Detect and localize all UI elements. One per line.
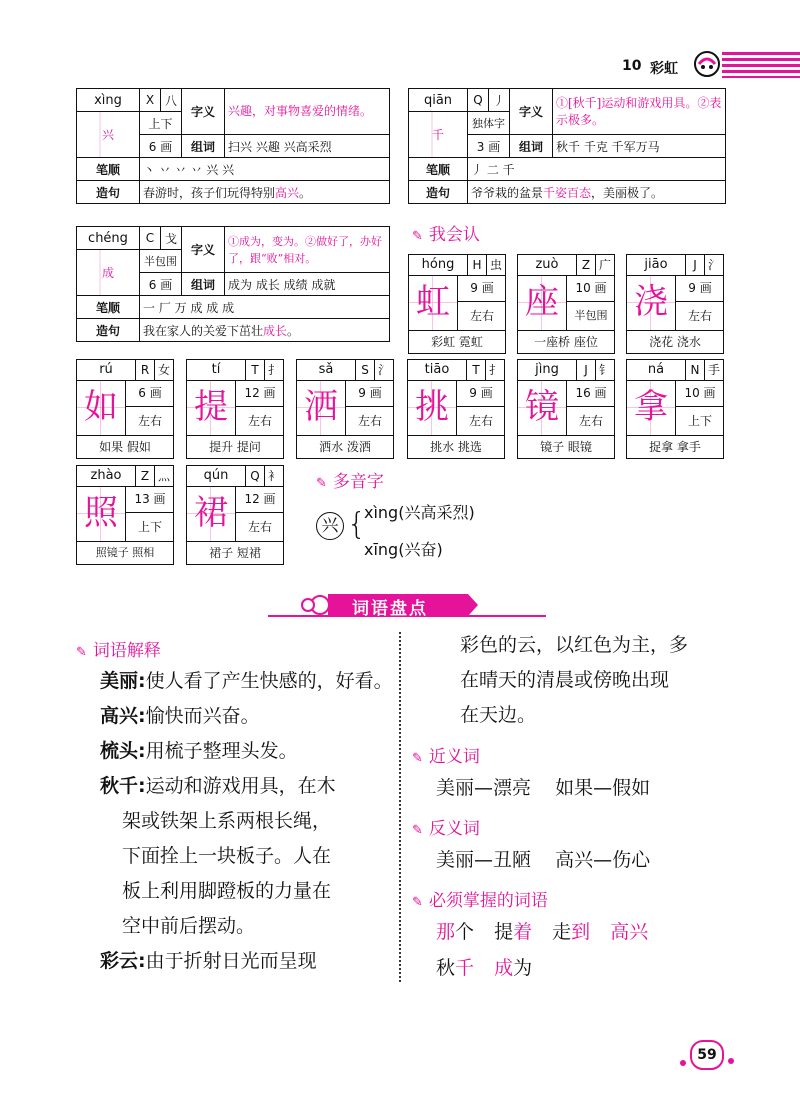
radical: 灬	[154, 466, 173, 486]
pencil-icon: ✎	[412, 895, 423, 910]
character: 洒	[297, 380, 345, 435]
words: 彩虹 霓虹	[408, 330, 506, 354]
stroke-order: 丶 丷 丷 丷 兴 兴	[140, 158, 390, 181]
character: 拿	[627, 380, 675, 435]
strokes: 12 画	[235, 380, 284, 407]
section-must-know: ✎ 必须掌握的词语	[412, 891, 548, 911]
pinyin: hóng	[421, 257, 455, 272]
meaning: ①[秋千]运动和游戏用具。②表示极多。	[553, 89, 726, 135]
meaning: 兴趣，对事物喜爱的情绪。	[225, 89, 390, 135]
pinyin: tiāo	[424, 362, 450, 377]
words: 镜子 眼镜	[517, 435, 615, 459]
radical: 女	[154, 360, 173, 380]
meaning-label: 字义	[182, 227, 225, 273]
sentence-label: 造句	[77, 319, 140, 342]
words: 挑水 挑选	[407, 435, 505, 459]
list-item: 彩云:由于折射日光而呈现	[100, 950, 317, 972]
small-card	[76, 359, 174, 457]
header-decoration	[722, 52, 800, 78]
structure: 左右	[675, 302, 724, 330]
strokes: 16 画	[566, 380, 615, 407]
polyphone-char: 兴	[316, 512, 344, 540]
radical-letter: J	[685, 255, 704, 275]
radical-letter: Q	[468, 89, 489, 112]
section-polyphone: ✎ 多音字	[316, 472, 384, 492]
list-item: 美丽:使人看了产生快感的，好看。	[100, 670, 393, 692]
radical: 钅	[595, 360, 614, 380]
meaning-label: 字义	[510, 89, 553, 135]
strokes: 9 画	[457, 275, 506, 302]
order-label: 笔顺	[77, 296, 140, 319]
words: 成为 成长 成绩 成就	[225, 273, 390, 296]
words: 浇花 浇水	[626, 330, 724, 354]
strokes: 9 画	[456, 380, 505, 407]
list-item: 高兴:愉快而兴奋。	[100, 705, 260, 727]
radical: 衤	[264, 466, 283, 486]
word-explain-list	[100, 664, 396, 979]
character: 虹	[409, 275, 457, 330]
section-recognize: ✎ 我会认	[412, 225, 480, 245]
radical-letter: T	[245, 360, 264, 380]
small-card	[76, 465, 174, 563]
structure: 左右	[125, 407, 174, 435]
strokes: 6 画	[140, 273, 182, 296]
char-card-qian	[408, 88, 726, 204]
lesson-number: 10	[622, 58, 642, 74]
list-item: 梳头:用梳子整理头发。	[100, 740, 298, 762]
structure: 半包围	[140, 250, 182, 273]
dot-decoration	[680, 1060, 686, 1066]
sentence: 爷爷栽的盆景千姿百态，美丽极了。	[468, 181, 726, 204]
big-character: 成	[77, 250, 140, 296]
page-number: 59	[690, 1040, 724, 1070]
structure: 上下	[140, 112, 182, 135]
column-divider	[399, 632, 401, 982]
structure: 左右	[457, 302, 506, 330]
small-card	[408, 254, 506, 352]
words: 捉拿 拿手	[626, 435, 724, 459]
structure: 左右	[566, 407, 615, 435]
stroke-order: 一 厂 万 成 成 成	[140, 296, 390, 319]
words: 如果 假如	[76, 435, 174, 459]
strokes: 6 画	[140, 135, 182, 158]
radical-letter: T	[466, 360, 485, 380]
radical: 手	[704, 360, 723, 380]
list-item: 架或铁架上系两根长绳，	[122, 810, 332, 832]
antonym-list: 美丽—丑陋 高兴—伤心	[436, 849, 651, 871]
radical: 扌	[264, 360, 283, 380]
order-label: 笔顺	[409, 158, 468, 181]
radical-letter: H	[467, 255, 486, 275]
pinyin: sǎ	[318, 362, 334, 377]
radical-letter: R	[135, 360, 154, 380]
pinyin: jiāo	[644, 257, 668, 272]
radical-letter: Z	[576, 255, 595, 275]
must-know-row-1: 那个 提着 走到 高兴	[436, 921, 649, 943]
list-item: 空中前后摆动。	[122, 915, 256, 937]
pinyin: ná	[647, 362, 665, 377]
structure: 半包围	[566, 302, 615, 330]
strokes: 13 画	[125, 486, 174, 513]
structure: 上下	[675, 407, 724, 435]
strokes: 12 画	[235, 486, 284, 513]
small-card	[186, 359, 284, 457]
character: 提	[187, 380, 235, 435]
radical: 丿	[489, 89, 510, 112]
pencil-icon: ✎	[412, 229, 423, 244]
words: 秋千 千克 千军万马	[553, 135, 726, 158]
words: 裙子 短裙	[186, 541, 284, 565]
words: 洒水 泼洒	[296, 435, 394, 459]
polyphone-reading-2: xīng(兴奋)	[364, 540, 443, 559]
pencil-icon: ✎	[412, 751, 423, 766]
radical: 氵	[374, 360, 393, 380]
radical-letter: S	[355, 360, 374, 380]
pencil-icon: ✎	[76, 645, 87, 660]
section-antonym: ✎ 反义词	[412, 819, 480, 839]
structure: 左右	[235, 513, 284, 541]
must-know-row-2: 秋千 成为	[436, 957, 533, 979]
sentence: 我在家人的关爱下茁壮成长。	[140, 319, 390, 342]
section-synonym: ✎ 近义词	[412, 747, 480, 767]
radical-letter: Z	[135, 466, 154, 486]
order-label: 笔顺	[77, 158, 140, 181]
small-card	[186, 465, 284, 563]
radical: 戈	[161, 227, 182, 250]
section-word-explain: ✎ 词语解释	[76, 641, 161, 661]
small-card	[407, 359, 505, 457]
strokes: 3 画	[468, 135, 510, 158]
lesson-title: 彩虹	[650, 61, 678, 77]
character: 挑	[408, 380, 456, 435]
small-card	[626, 359, 724, 457]
radical-letter: N	[685, 360, 704, 380]
meaning-label: 字义	[182, 89, 225, 135]
words: 提升 提问	[186, 435, 284, 459]
small-card	[517, 359, 615, 457]
structure: 上下	[125, 513, 174, 541]
sentence-label: 造句	[409, 181, 468, 204]
meaning: ①成为，变为。②做好了，办好了，跟“败”相对。	[225, 227, 390, 273]
pinyin: qún	[203, 468, 229, 483]
pinyin: xìng	[77, 89, 140, 112]
character: 裙	[187, 486, 235, 541]
radical-letter: C	[140, 227, 161, 250]
radical: 氵	[704, 255, 723, 275]
big-character: 千	[409, 112, 468, 158]
strokes: 10 画	[566, 275, 615, 302]
small-card	[626, 254, 724, 352]
definition-continued: 彩色的云，以红色为主，多 在晴天的清晨或傍晚出现 在天边。	[460, 634, 689, 726]
character: 如	[77, 380, 125, 435]
char-card-cheng	[76, 226, 390, 342]
radical: 虫	[486, 255, 505, 275]
radical: 八	[161, 89, 182, 112]
dot-decoration	[728, 1058, 734, 1064]
synonym-list: 美丽—漂亮 如果—假如	[436, 777, 651, 799]
strokes: 9 画	[675, 275, 724, 302]
radical-letter: J	[576, 360, 595, 380]
words: 扫兴 兴趣 兴高采烈	[225, 135, 390, 158]
words-label: 组词	[182, 135, 225, 158]
small-card	[517, 254, 615, 352]
pencil-icon: ✎	[412, 823, 423, 838]
pinyin: zuò	[535, 257, 559, 272]
structure: 左右	[456, 407, 505, 435]
pinyin: jìng	[535, 362, 559, 377]
list-item: 下面拴上一块板子。人在	[122, 845, 332, 867]
words: 照镜子 照相	[76, 541, 174, 565]
pinyin: qiān	[409, 89, 468, 112]
radical-letter: Q	[245, 466, 264, 486]
character: 浇	[627, 275, 675, 330]
list-item: 秋千:运动和游戏用具，在木	[100, 775, 336, 797]
character: 照	[77, 486, 125, 541]
sentence: 春游时，孩子们玩得特别高兴。	[140, 181, 390, 204]
pinyin: rú	[99, 362, 113, 377]
structure: 独体字	[468, 112, 510, 135]
words-label: 组词	[182, 273, 225, 296]
character: 镜	[518, 380, 566, 435]
strokes: 10 画	[675, 380, 724, 407]
pinyin: tí	[211, 362, 221, 377]
structure: 左右	[235, 407, 284, 435]
strokes: 9 画	[345, 380, 394, 407]
sentence-label: 造句	[77, 181, 140, 204]
pinyin: chéng	[77, 227, 140, 250]
brace-icon: {	[347, 507, 367, 542]
radical-letter: X	[140, 89, 161, 112]
radical: 广	[595, 255, 614, 275]
banner-title: 词语盘点	[352, 599, 428, 619]
pencil-icon: ✎	[316, 476, 327, 491]
big-character: 兴	[77, 112, 140, 158]
words-label: 组词	[510, 135, 553, 158]
char-card-xing	[76, 88, 390, 204]
character: 座	[518, 275, 566, 330]
lesson-logo-icon	[690, 50, 724, 78]
pinyin: zhào	[90, 468, 122, 483]
list-item: 板上利用脚蹬板的力量在	[122, 880, 332, 902]
radical: 扌	[485, 360, 504, 380]
polyphone-reading-1: xìng(兴高采烈)	[364, 503, 475, 522]
small-card	[296, 359, 394, 457]
words: 一座桥 座位	[517, 330, 615, 354]
strokes: 6 画	[125, 380, 174, 407]
structure: 左右	[345, 407, 394, 435]
stroke-order: 丿 二 千	[468, 158, 726, 181]
